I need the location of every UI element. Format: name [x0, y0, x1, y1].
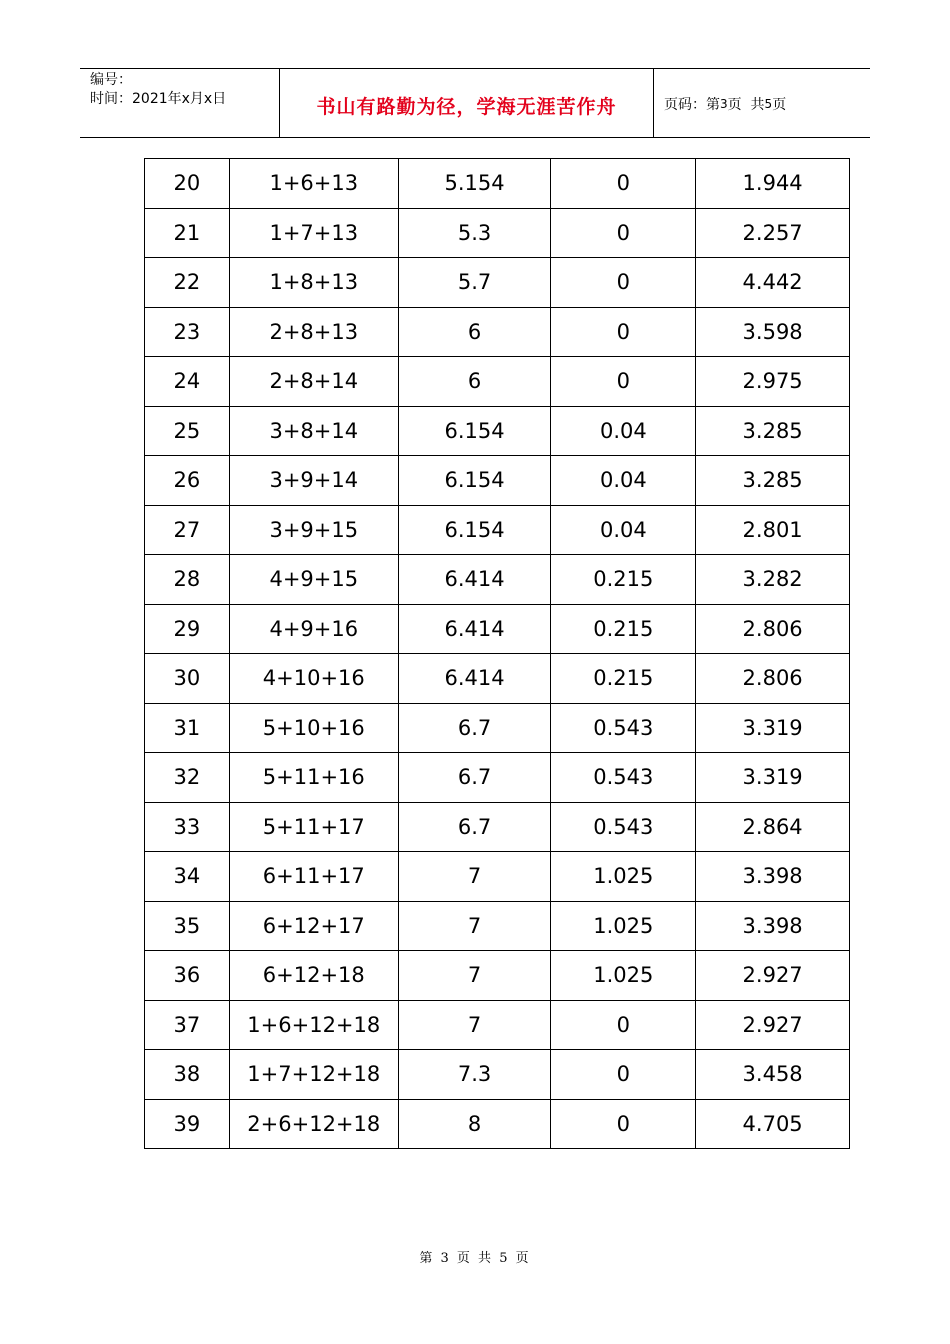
table-cell: 5+11+17 — [229, 802, 398, 852]
table-cell: 33 — [145, 802, 230, 852]
table-cell: 3.285 — [696, 406, 850, 456]
table-cell: 2.257 — [696, 208, 850, 258]
table-cell: 1.944 — [696, 159, 850, 209]
table-cell: 7 — [398, 1000, 551, 1050]
table-row — [145, 1099, 850, 1149]
table-cell: 5+11+16 — [229, 753, 398, 803]
table-row — [145, 703, 850, 753]
table-cell: 5+10+16 — [229, 703, 398, 753]
table-cell: 27 — [145, 505, 230, 555]
table-cell: 6 — [398, 357, 551, 407]
table-cell: 6.7 — [398, 753, 551, 803]
table-cell: 2.927 — [696, 951, 850, 1001]
table-row — [145, 901, 850, 951]
table-cell: 1+6+12+18 — [229, 1000, 398, 1050]
page-total: 5 — [764, 97, 773, 111]
table-cell: 0.04 — [551, 505, 696, 555]
table-cell: 24 — [145, 357, 230, 407]
table-cell: 4+9+15 — [229, 555, 398, 605]
table-cell: 34 — [145, 852, 230, 902]
table-cell: 36 — [145, 951, 230, 1001]
table-cell: 7 — [398, 901, 551, 951]
table-cell: 32 — [145, 753, 230, 803]
table-cell: 35 — [145, 901, 230, 951]
table-cell: 38 — [145, 1050, 230, 1100]
table-row — [145, 505, 850, 555]
table-cell: 6.414 — [398, 654, 551, 704]
table-cell: 0 — [551, 258, 696, 308]
table-cell: 1.025 — [551, 951, 696, 1001]
table-cell: 20 — [145, 159, 230, 209]
table-cell: 1+8+13 — [229, 258, 398, 308]
table-cell: 28 — [145, 555, 230, 605]
table-cell: 0.04 — [551, 406, 696, 456]
table-cell: 0.04 — [551, 456, 696, 506]
table-cell: 2+8+13 — [229, 307, 398, 357]
table-cell: 37 — [145, 1000, 230, 1050]
table-cell: 4.705 — [696, 1099, 850, 1149]
table-cell: 0.215 — [551, 654, 696, 704]
table-cell: 2.927 — [696, 1000, 850, 1050]
table-row — [145, 802, 850, 852]
table-cell: 8 — [398, 1099, 551, 1149]
page-suffix: 页 — [772, 97, 787, 113]
table-cell: 26 — [145, 456, 230, 506]
table-cell: 6 — [398, 307, 551, 357]
table-cell: 3.458 — [696, 1050, 850, 1100]
table-cell: 39 — [145, 1099, 230, 1149]
table-cell: 3.598 — [696, 307, 850, 357]
header-motto: 书山有路勤为径，学海无涯苦作舟 — [280, 69, 654, 137]
table-cell: 21 — [145, 208, 230, 258]
page-prefix: 页码：第 — [664, 97, 720, 113]
table-row — [145, 406, 850, 456]
table-cell: 2.864 — [696, 802, 850, 852]
table-cell: 1.025 — [551, 901, 696, 951]
table-cell: 0 — [551, 1099, 696, 1149]
table-cell: 22 — [145, 258, 230, 308]
table-row — [145, 307, 850, 357]
table-cell: 4+9+16 — [229, 604, 398, 654]
table-row — [145, 555, 850, 605]
table-body — [145, 159, 850, 1149]
table-cell: 6.154 — [398, 505, 551, 555]
table-cell: 3.398 — [696, 901, 850, 951]
table-cell: 2.801 — [696, 505, 850, 555]
table-cell: 4.442 — [696, 258, 850, 308]
table-cell: 1.025 — [551, 852, 696, 902]
table-cell: 25 — [145, 406, 230, 456]
table-cell: 3.319 — [696, 703, 850, 753]
header-page-number — [654, 69, 870, 137]
table-cell: 3.398 — [696, 852, 850, 902]
table-cell: 7 — [398, 852, 551, 902]
table-cell: 5.7 — [398, 258, 551, 308]
table-row — [145, 357, 850, 407]
table-cell: 30 — [145, 654, 230, 704]
table-cell: 0 — [551, 1000, 696, 1050]
table-row — [145, 654, 850, 704]
table-cell: 6.154 — [398, 406, 551, 456]
table-cell: 2+6+12+18 — [229, 1099, 398, 1149]
date-label: 时间：2021年x月x日 — [90, 91, 227, 107]
table-cell: 6.7 — [398, 703, 551, 753]
table-cell: 7 — [398, 951, 551, 1001]
table-cell: 3.319 — [696, 753, 850, 803]
serial-label: 编号： — [90, 72, 132, 88]
table-cell: 23 — [145, 307, 230, 357]
page-mid: 页 共 — [727, 97, 765, 113]
page-header — [80, 68, 870, 138]
table-cell: 0 — [551, 1050, 696, 1100]
table-cell: 2.806 — [696, 654, 850, 704]
table-cell: 0.215 — [551, 555, 696, 605]
table-row — [145, 604, 850, 654]
table-cell: 2+8+14 — [229, 357, 398, 407]
table-cell: 7.3 — [398, 1050, 551, 1100]
table-cell: 3+8+14 — [229, 406, 398, 456]
table-cell: 3.282 — [696, 555, 850, 605]
table-cell: 4+10+16 — [229, 654, 398, 704]
page-footer: 第 3 页 共 5 页 — [419, 1251, 531, 1266]
table-cell: 0 — [551, 159, 696, 209]
table-cell: 6+12+17 — [229, 901, 398, 951]
table-cell: 3.285 — [696, 456, 850, 506]
table-cell: 6+11+17 — [229, 852, 398, 902]
table-row — [145, 456, 850, 506]
table-cell: 6+12+18 — [229, 951, 398, 1001]
table-cell: 0 — [551, 357, 696, 407]
table-cell: 1+7+12+18 — [229, 1050, 398, 1100]
data-table — [144, 158, 850, 1149]
table-cell: 5.154 — [398, 159, 551, 209]
table-cell: 0.543 — [551, 703, 696, 753]
table-cell: 1+6+13 — [229, 159, 398, 209]
table-cell: 29 — [145, 604, 230, 654]
table-cell: 0 — [551, 307, 696, 357]
table-row — [145, 258, 850, 308]
table-row — [145, 159, 850, 209]
table-cell: 0.215 — [551, 604, 696, 654]
table-row — [145, 1000, 850, 1050]
table-row — [145, 951, 850, 1001]
table-cell: 2.806 — [696, 604, 850, 654]
table-row — [145, 1050, 850, 1100]
table-cell: 6.7 — [398, 802, 551, 852]
table-cell: 6.414 — [398, 604, 551, 654]
table-row — [145, 753, 850, 803]
table-cell: 0.543 — [551, 802, 696, 852]
table-cell: 0.543 — [551, 753, 696, 803]
table-cell: 31 — [145, 703, 230, 753]
table-cell: 2.975 — [696, 357, 850, 407]
page-current: 3 — [720, 97, 728, 111]
table-cell: 6.154 — [398, 456, 551, 506]
table-row — [145, 208, 850, 258]
table-cell: 1+7+13 — [229, 208, 398, 258]
table-cell: 6.414 — [398, 555, 551, 605]
header-meta — [80, 69, 280, 137]
table-cell: 5.3 — [398, 208, 551, 258]
table-cell: 3+9+15 — [229, 505, 398, 555]
table-cell: 0 — [551, 208, 696, 258]
table-cell: 3+9+14 — [229, 456, 398, 506]
table-row — [145, 852, 850, 902]
